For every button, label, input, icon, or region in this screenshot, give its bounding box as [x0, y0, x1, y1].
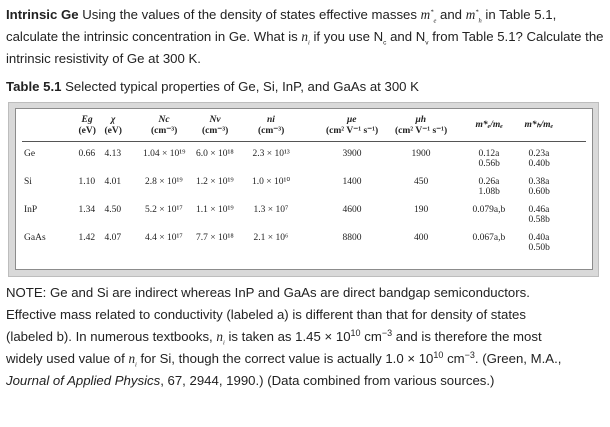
table-caption-label: Table 5.1: [6, 79, 62, 94]
cell-3-6: 400: [414, 233, 429, 243]
cell-0-1: 4.13: [104, 149, 122, 159]
header-symbol-4: ni: [267, 115, 275, 125]
symbol-mh: $m^*_h$: [465, 7, 482, 25]
note-line-1: NOTE: Ge and Si are indirect whereas InP and GaAs are direct bandgap semiconductors.: [6, 285, 530, 300]
cell-mh-0-0: 0.23a: [528, 149, 550, 159]
cell-2-4: 1.3 × 10⁷: [253, 205, 289, 215]
cell-2-2: 5.2 × 10¹⁷: [145, 205, 183, 215]
note-line-3: (labeled b). In numerous textbooks, $n_i$ is taken as $1.45 \times 10^{10}$ $cm^{-3}$ and is therefore the most: [6, 328, 542, 347]
cell-1-2: 2.8 × 10¹⁹: [145, 177, 183, 187]
cell-0-5: 3900: [342, 149, 362, 159]
header-unit-3: (cm⁻³): [202, 126, 229, 136]
cell-2-1: 4.50: [104, 205, 122, 215]
row-label-inp: InP: [24, 205, 38, 215]
cell-mh-3-1: 0.50b: [528, 243, 550, 253]
header-symbol-2: Nc: [158, 115, 170, 125]
row-label-si: Si: [24, 177, 32, 187]
symbol-nv: $N_v$: [415, 29, 429, 47]
problem-text-and2: and: [390, 29, 413, 44]
cell-0-2: 1.04 × 10¹⁹: [143, 149, 186, 159]
cell-3-0: 1.42: [78, 233, 96, 243]
cell-3-1: 4.07: [104, 233, 122, 243]
cell-0-0: 0.66: [78, 149, 96, 159]
header-unit-0: (eV): [78, 126, 96, 136]
cell-1-5: 1400: [342, 177, 362, 187]
header-unit-5: (cm² V⁻¹ s⁻¹): [326, 126, 379, 136]
problem-text-2: in Table 5.1, calculate the intrinsic concentration in Ge. What is: [6, 7, 557, 44]
cell-me-2-0: 0.079a,b: [472, 205, 506, 215]
cell-me-0-1: 0.56b: [478, 159, 500, 169]
cell-3-3: 7.7 × 10¹⁸: [196, 233, 234, 243]
note-line-4: widely used value of $n_i$ for Si, though the correct value is actually $1.0 \times 10^{10}$ $cm^{-3}$. (Green, M.A.,: [6, 350, 562, 369]
header-divider: [22, 141, 586, 142]
cell-1-3: 1.2 × 10¹⁹: [196, 177, 234, 187]
cell-2-3: 1.1 × 10¹⁹: [196, 205, 234, 215]
table-frame: [8, 102, 599, 277]
cell-3-5: 8800: [342, 233, 362, 243]
problem-statement: [6, 4, 604, 70]
cell-3-2: 4.4 × 10¹⁷: [145, 233, 183, 243]
note-line-2: Effective mass related to conductivity (labeled a) is different than that for density of states: [6, 307, 526, 322]
cell-mh-1-1: 0.60b: [528, 187, 550, 197]
cell-me-3-0: 0.067a,b: [472, 233, 506, 243]
symbol-nc: $N_c$: [373, 29, 387, 47]
cell-mh-2-1: 0.58b: [528, 215, 550, 225]
cell-2-0: 1.34: [78, 205, 96, 215]
cell-me-1-1: 1.08b: [478, 187, 500, 197]
cell-1-4: 1.0 × 10¹⁰: [252, 177, 291, 187]
note-line-5: Journal of Applied Physics, 67, 2944, 1990.) (Data combined from various sources.): [6, 373, 495, 388]
cell-mh-0-1: 0.40b: [528, 159, 550, 169]
problem-title: Intrinsic Ge: [6, 7, 79, 22]
header-symbol-0: Eg: [81, 115, 93, 125]
cell-me-0-0: 0.12a: [478, 149, 500, 159]
header-symbol-7: m*ₑ/mₑ: [475, 120, 503, 130]
problem-text-4: from Table 5.1? Calculate the intrinsic resistivity of Ge at 300 K.: [6, 29, 604, 66]
row-label-gaas: GaAs: [24, 233, 46, 243]
cell-1-0: 1.10: [78, 177, 96, 187]
cell-me-1-0: 0.26a: [478, 177, 500, 187]
cell-0-4: 2.3 × 10¹³: [252, 149, 290, 159]
cell-0-6: 1900: [411, 149, 431, 159]
header-unit-2: (cm⁻³): [151, 126, 178, 136]
problem-text-1: Using the values of the density of states effective masses: [82, 7, 417, 22]
header-symbol-5: μe: [347, 115, 357, 125]
header-unit-1: (eV): [104, 126, 122, 136]
table-caption: [6, 79, 419, 94]
cell-2-6: 190: [414, 205, 429, 215]
cell-3-4: 2.1 × 10⁶: [253, 233, 289, 243]
header-unit-4: (cm⁻³): [258, 126, 285, 136]
symbol-ni: $n_i$: [301, 29, 310, 47]
table-caption-text: Selected typical properties of Ge, Si, InP, and GaAs at 300 K: [65, 79, 419, 94]
header-unit-6: (cm² V⁻¹ s⁻¹): [395, 126, 448, 136]
header-symbol-3: Nv: [209, 115, 221, 125]
cell-mh-2-0: 0.46a: [528, 205, 550, 215]
problem-text-and: and: [440, 7, 463, 22]
cell-2-5: 4600: [342, 205, 362, 215]
cell-mh-1-0: 0.38a: [528, 177, 550, 187]
header-symbol-8: m*ₕ/mₑ: [524, 120, 554, 130]
header-symbol-6: μh: [415, 115, 427, 125]
cell-1-6: 450: [414, 177, 429, 187]
cell-mh-3-0: 0.40a: [528, 233, 550, 243]
header-symbol-1: χ: [111, 115, 116, 125]
symbol-me: $m^*_e$: [420, 7, 437, 25]
properties-table: [15, 108, 593, 270]
cell-1-1: 4.01: [104, 177, 122, 187]
row-label-ge: Ge: [24, 149, 36, 159]
table-note: [6, 282, 604, 392]
problem-text-3: if you use: [313, 29, 370, 44]
cell-0-3: 6.0 × 10¹⁸: [196, 149, 234, 159]
